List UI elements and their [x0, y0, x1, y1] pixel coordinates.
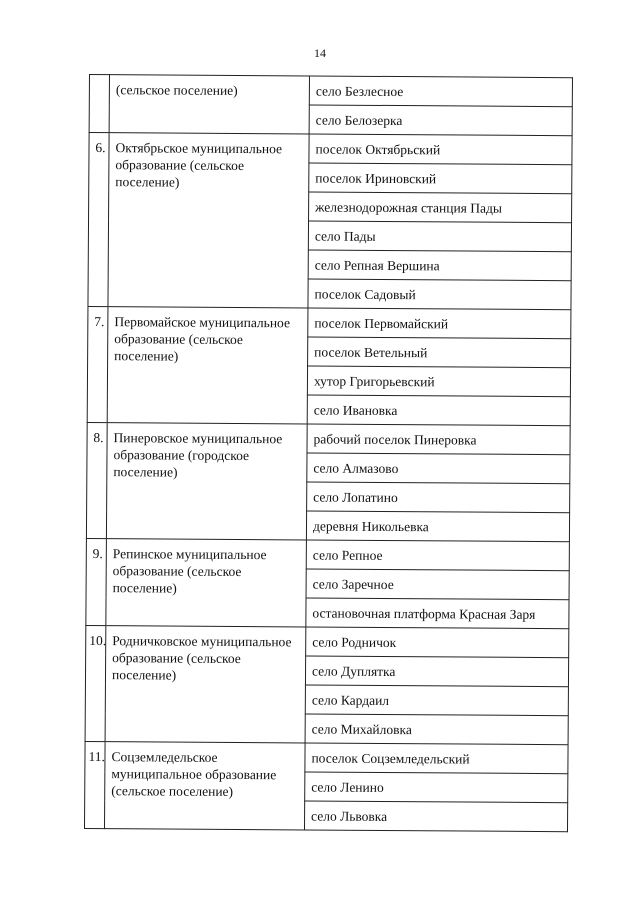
table-row [89, 133, 572, 165]
settlement-name: село Ивановка [307, 395, 570, 426]
group-number: 11. [84, 741, 105, 828]
settlement-name: поселок Первомайский [308, 308, 571, 339]
table-row [85, 741, 568, 773]
settlement-name: рабочий поселок Пинеровка [307, 424, 570, 455]
table-row [87, 422, 570, 454]
page-number: 14 [314, 46, 326, 60]
settlements-table [84, 74, 573, 832]
municipality-name: Первомайское муниципальное образование (сельское поселение) [107, 307, 308, 424]
settlement-name: село Дуплятка [305, 656, 568, 687]
settlement-name: железнодорожная станция Пады [309, 192, 572, 223]
settlement-name: село Кардаил [305, 685, 568, 716]
settlement-name: поселок Октябрьский [309, 134, 572, 165]
settlement-name: село Львовка [304, 801, 567, 832]
group-number: 8. [86, 422, 107, 538]
settlement-name: село Заречное [306, 569, 569, 600]
settlement-name: село Безлесное [309, 76, 572, 107]
group-number: 10. [85, 625, 106, 741]
municipality-name: (сельское поселение) [109, 75, 309, 134]
settlement-name: хутор Григорьевский [307, 366, 570, 397]
table-row [88, 306, 571, 338]
settlement-name: село Родничок [306, 627, 569, 658]
municipality-name: Пинеровское муниципальное образование (городское поселение) [106, 423, 307, 540]
settlement-name: поселок Соцземледельский [305, 743, 568, 774]
group-number: 6. [88, 133, 109, 307]
municipality-name: Октябрьское муниципальное образование (сельское поселение) [108, 133, 309, 308]
settlement-name: село Репная Вершина [308, 250, 571, 281]
table-row [86, 538, 569, 570]
settlement-name: село Репное [306, 540, 569, 571]
municipality-name: Репинское муниципальное образование (сельское поселение) [106, 539, 307, 627]
settlement-name: остановочная платформа Красная Заря [306, 598, 569, 629]
settlement-name: село Лопатино [307, 482, 570, 513]
settlement-name: село Ленино [305, 772, 568, 803]
group-number [89, 75, 109, 133]
settlement-name: село Пады [308, 221, 571, 252]
municipality-name: Родничковское муниципальное образование (сельское поселение) [105, 626, 306, 743]
settlement-name: поселок Садовый [308, 279, 571, 310]
settlement-name: село Алмазово [307, 453, 570, 484]
group-number: 9. [86, 538, 107, 625]
settlement-name: поселок Ириновский [309, 163, 572, 194]
table-row [86, 625, 569, 657]
table-row [89, 75, 572, 107]
settlement-name: село Михайловка [305, 714, 568, 745]
group-number: 7. [87, 306, 108, 422]
settlement-name: поселок Ветельный [308, 337, 571, 368]
settlement-name: деревня Никольевка [306, 511, 569, 542]
municipality-name: Соцземледельское муниципальное образование (сельское поселение) [104, 742, 305, 830]
settlement-name: село Белозерка [309, 105, 572, 136]
